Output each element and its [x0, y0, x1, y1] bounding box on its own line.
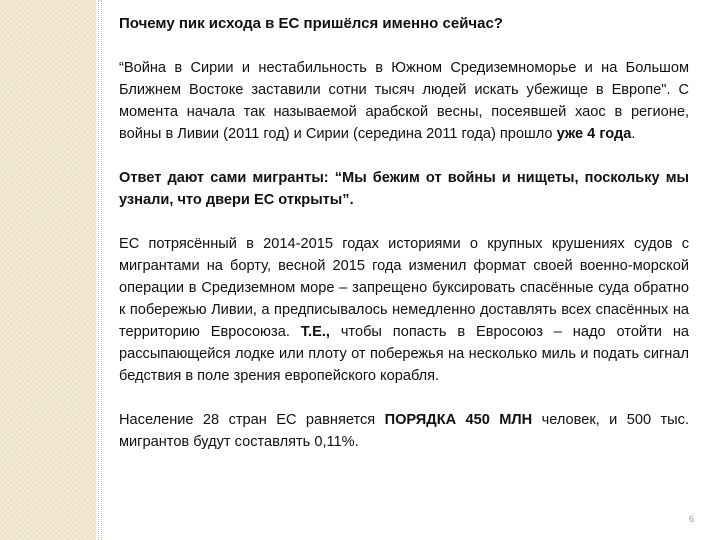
decorative-sidebar — [0, 0, 96, 540]
page-number: 6 — [688, 514, 694, 524]
paragraph-population-text: Население 28 стран ЕС равняется — [119, 412, 385, 428]
paragraph-population-end: человек, и 500 тыс. мигрантов будут составлять 0,11%. — [119, 412, 689, 450]
paragraph-war-text: “Война в Сирии и нестабильность в Южном Средиземноморье и на Большом Ближнем Востоке заставили сотни тысяч людей искать убежище в Европе". С момента начала так называемой арабской весны, посеявшей хаос в регионе, войны в Ливии (2011 год) и Сирии (середина 2011 года) прошло — [119, 60, 689, 142]
paragraph-population-bold: ПОРЯДКА 450 МЛН — [384, 412, 533, 428]
paragraph-population — [119, 409, 689, 453]
paragraph-war-bold: уже 4 года — [556, 126, 632, 142]
paragraph-eu-operation-bold: Т.Е., — [300, 324, 330, 340]
paragraph-war — [119, 57, 689, 145]
paragraph-eu-operation — [119, 233, 689, 387]
slide-content — [119, 13, 689, 453]
paragraph-migrants-answer — [119, 167, 689, 211]
paragraph-eu-operation-text: ЕС потрясённый в 2014-2015 годах историями о крупных крушениях судов с мигрантами на борту, весной 2015 года изменил формат своей военно-морской операции в Средиземном море – запрещено буксировать спасённые суда обратно к побережью Ливии, а предписывалось немедленно доставлять всех спасённых на территорию Евросоюза. — [119, 236, 689, 340]
slide-title: Почему пик исхода в ЕС пришёлся именно сейчас? — [119, 15, 503, 32]
paragraph-migrants-answer-bold: Ответ дают сами мигранты: “Мы бежим от войны и нищеты, поскольку мы узнали, что двери ЕС открыты”. — [119, 170, 689, 208]
paragraph-eu-operation-end: чтобы попасть в Евросоюз – надо отойти на рассыпающейся лодке или плоту от побережья на несколько миль и подать сигнал бедствия в поле зрения европейского корабля. — [119, 324, 689, 384]
paragraph-war-end: . — [631, 126, 636, 142]
sidebar-divider — [98, 0, 102, 540]
